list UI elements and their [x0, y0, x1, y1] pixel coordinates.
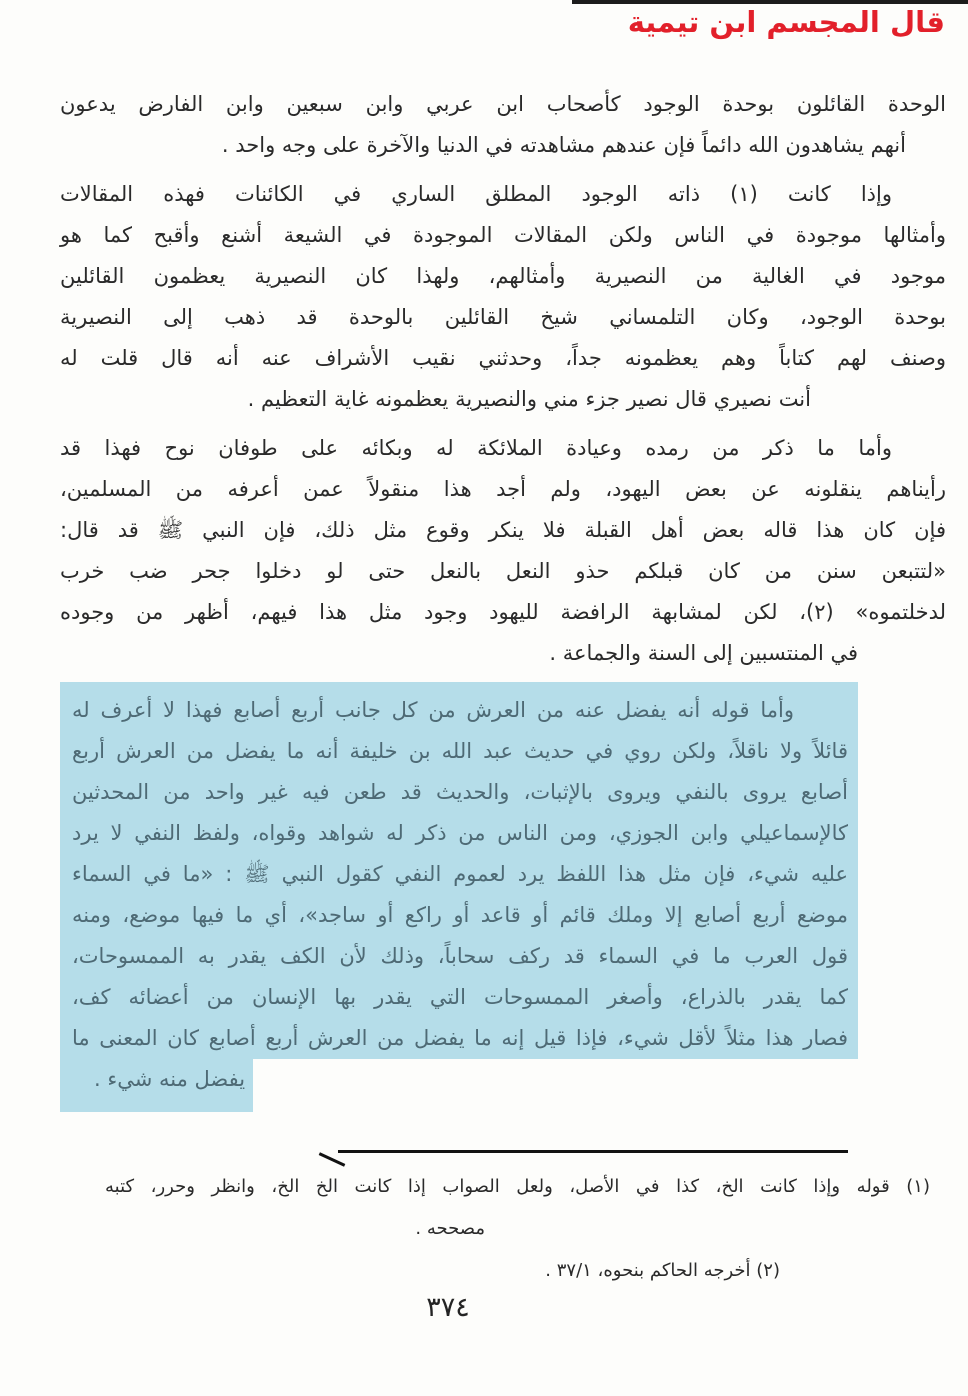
footnote-2 — [105, 1250, 930, 1292]
text-line: مصححه . — [415, 1218, 485, 1239]
text-line: في المنتسبين إلى السنة والجماعة . — [549, 641, 858, 665]
text-line: وإذا كانت (١) ذاته الوجود المطلق الساري في الكائنات فهذه المقالات — [60, 182, 892, 206]
highlighted-passage — [60, 682, 858, 1112]
text-line: لدخلتموه» (٢)، لكن لمشابهة الرافضة لليهود وجود مثل هذا فيهم، أظهر من وجوده — [60, 600, 946, 624]
text-line: (٢) أخرجه الحاكم بنحوه، ٣٧/١ . — [545, 1260, 780, 1281]
text-line: (١) قوله وإذا كانت الخ، كذا في الأصل، ولعل الصواب إذا كانت الخ الخ، وانظر وحرر، كتبه — [105, 1176, 930, 1197]
text-line: أنت نصيري قال نصير جزء مني والنصيرية يعظمونه غاية التعظيم . — [247, 387, 811, 411]
paragraph-2 — [60, 174, 946, 420]
text-line: وأما ما ذكر من رمده وعيادة الملائكة له وبكائه على طوفان نوح فهذا قد — [60, 436, 892, 460]
text-line: أنهم يشاهدون الله دائماً فإن عندهم مشاهدته في الدنيا والآخرة على وجه واحد . — [221, 133, 906, 157]
paragraph-1 — [60, 84, 946, 166]
body-text — [60, 84, 946, 1112]
highlight-last-line-row — [60, 1059, 858, 1112]
text-line: موضع أربع أصابع إلا وملك قائم أو قاعد أو راكع أو ساجد»، أي ما فيها موضع، ومنه — [72, 903, 848, 927]
text-line: «لتتبعن سنن من كان قبلكم حذو النعل بالنعل حتى لو دخلوا جحر ضب خرب — [60, 559, 946, 583]
text-line: وأما قوله أنه يفضل عنه من العرش من كل جانب أربع أصابع فهذا لا أعرف له — [72, 698, 794, 722]
text-line: قائلاً ولا ناقلاً، ولكن روي في حديث عبد الله بن خليفة أنه ما يفضل من العرش أربع — [72, 739, 848, 763]
text-line: يفضل منه شيء . — [60, 1059, 253, 1112]
text-line: أصابع يروى بالنفي ويروى بالإثبات، والحديث قد طعن فيه غير واحد من المحدثين — [72, 780, 848, 804]
page-title: قال المجسم ابن تيمية — [627, 5, 945, 39]
page-number: ٣٧٤ — [426, 1292, 470, 1323]
highlight-block — [60, 682, 858, 1059]
footnote-separator-tick — [319, 1152, 346, 1167]
footnote-1 — [105, 1166, 930, 1250]
text-line: وأمثالها موجودة في الناس ولكن المقالات الموجودة في الشيعة أشنع وأقبح كما هو — [60, 223, 946, 247]
text-line: قول العرب ما في السماء قد ركف سحاباً، وذلك لأن الكف يقدر به الممسوحات، — [72, 944, 848, 968]
text-line: كالإسماعيلي وابن الجوزي، ومن الناس من ذكر له شواهد وقواه، ولفظ النفي لا يرد — [72, 821, 848, 845]
scan-edge-artifact — [572, 0, 968, 4]
text-line: وصنف لهم كتاباً وهم يعظمونه جداً، وحدثني نقيب الأشراف عنه أنه قال قلت له — [60, 346, 946, 370]
text-line: فصار هذا مثلاً لأقل شيء، فإذا قيل إنه ما يفضل من العرش أربع أصابع كان المعنى ما — [72, 1026, 848, 1050]
text-line: عليه شيء، فإن مثل هذا اللفظ يرد لعموم النفي كقول النبي ﷺ : «ما في السماء — [72, 862, 848, 886]
footnotes — [105, 1166, 930, 1292]
text-line: فإن كان هذا قاله بعض أهل القبلة فلا ينكر وقوع مثل ذلك، فإن النبي ﷺ قد قال: — [60, 518, 946, 542]
text-line: موجود في الغالية من النصيرية وأمثالهم، ولهذا كان النصيرية يعظمون القائلين — [60, 264, 946, 288]
text-line: بوحدة الوجود، وكان التلمساني شيخ القائلين بالوحدة قد ذهب إلى النصيرية — [60, 305, 946, 329]
paragraph-3 — [60, 428, 946, 674]
text-line: كما يقدر بالذراع، وأصغر الممسوحات التي يقدر بها الإنسان من أعضائه كف، — [72, 985, 848, 1009]
text-line: الوحدة القائلون بوحدة الوجود كأصحاب ابن عربي وابن سبعين وابن الفارض يدعون — [60, 92, 946, 116]
footnote-separator — [338, 1150, 848, 1153]
text-line: رأيناهم ينقلونه عن بعض اليهود، ولم أجد هذا منقولاً عمن أعرفه من المسلمين، — [60, 477, 946, 501]
